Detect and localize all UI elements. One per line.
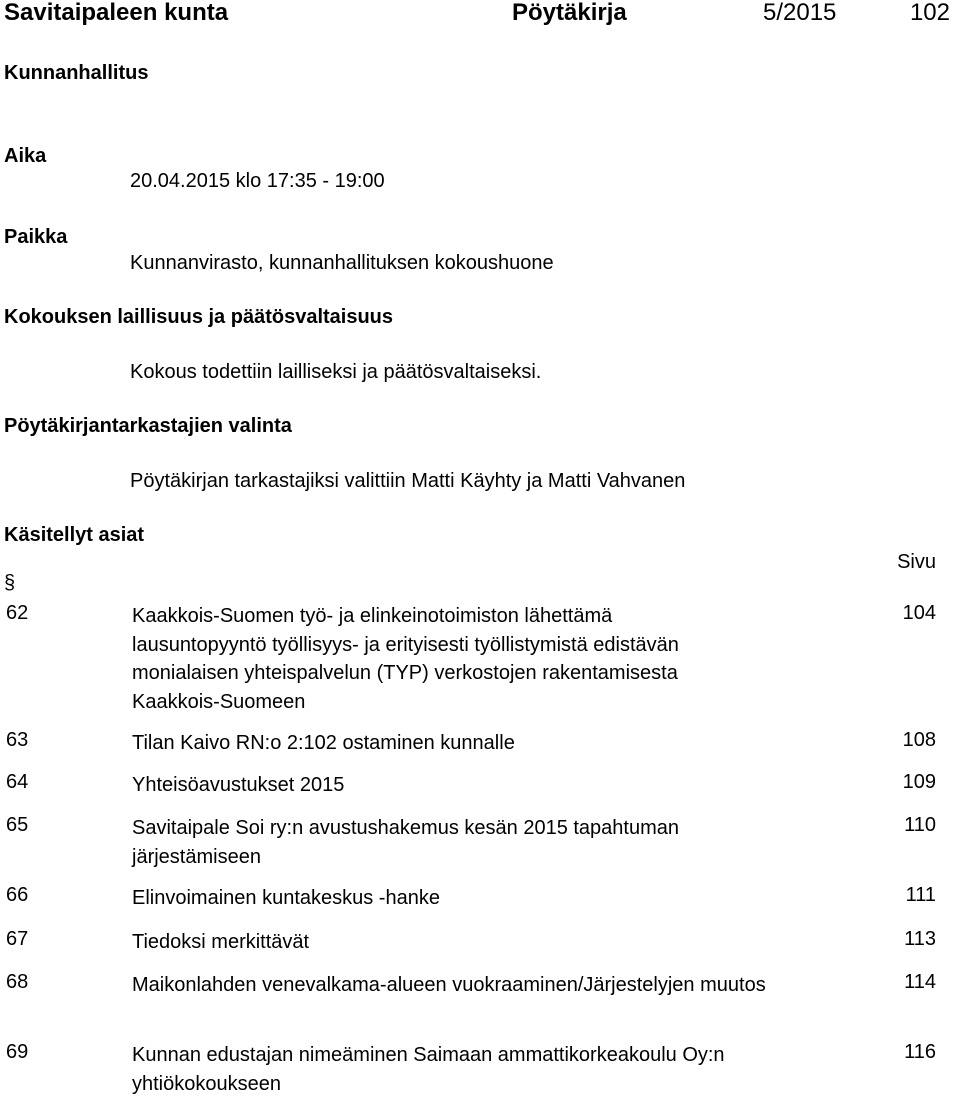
page-number: 102 xyxy=(909,0,950,26)
item-page: 114 xyxy=(904,971,936,993)
item-title: Elinvoimainen kuntakeskus -hanke xyxy=(132,887,440,909)
item-number: 66 xyxy=(6,884,29,906)
item-number: 62 xyxy=(6,602,29,624)
item-page: 110 xyxy=(904,814,936,836)
item-title: Kaakkois-Suomen työ- ja elinkeinotoimiston lähettämä lausuntopyyntö työllisyys- ja erityisesti työllistymistä edistävän monialaisen yhteispalvelun (TYP) verkostojen rakentamisesta Kaakkois-Suomeen xyxy=(132,605,679,713)
item-page: 104 xyxy=(902,602,936,624)
place-value: Kunnanvirasto, kunnanhallituksen kokoushuone xyxy=(130,252,554,274)
time-label: Aika xyxy=(4,145,47,167)
item-title: Tilan Kaivo RN:o 2:102 ostaminen kunnalle xyxy=(132,732,515,754)
item-number: 65 xyxy=(6,814,29,836)
issue-number: 5/2015 xyxy=(763,0,837,26)
item-title: Maikonlahden venevalkama-alueen vuokraaminen/Järjestelyjen muutos xyxy=(132,974,766,996)
item-page: 108 xyxy=(902,729,936,751)
item-number: 67 xyxy=(6,928,29,950)
item-title: Tiedoksi merkittävät xyxy=(132,931,310,953)
reviewers-value: Pöytäkirjan tarkastajiksi valittiin Matti Käyhty ja Matti Vahvanen xyxy=(130,470,686,492)
item-number: 64 xyxy=(6,771,29,793)
agenda-heading: Käsitellyt asiat xyxy=(4,524,145,546)
legality-value: Kokous todettiin lailliseksi ja päätösvaltaiseksi. xyxy=(130,361,542,383)
time-value: 20.04.2015 klo 17:35 - 19:00 xyxy=(130,170,385,192)
item-number: 63 xyxy=(6,729,29,751)
item-title: Kunnan edustajan nimeäminen Saimaan ammattikorkeakoulu Oy:n yhtiökokoukseen xyxy=(132,1044,725,1095)
item-page: 111 xyxy=(905,884,936,906)
item-page: 116 xyxy=(904,1041,936,1063)
document-type: Pöytäkirja xyxy=(512,0,627,26)
governing-body: Kunnanhallitus xyxy=(4,62,149,84)
section-symbol: § xyxy=(4,572,16,594)
place-label: Paikka xyxy=(4,226,68,248)
item-title: Savitaipale Soi ry:n avustushakemus kesän 2015 tapahtuman järjestämiseen xyxy=(132,817,680,868)
item-number: 69 xyxy=(6,1041,29,1063)
item-page: 113 xyxy=(904,928,936,950)
municipality-name: Savitaipaleen kunta xyxy=(4,0,229,26)
item-page: 109 xyxy=(902,771,936,793)
reviewers-label: Pöytäkirjantarkastajien valinta xyxy=(4,415,292,437)
legality-label: Kokouksen laillisuus ja päätösvaltaisuus xyxy=(4,306,394,328)
page-column-header: Sivu xyxy=(897,551,936,573)
item-number: 68 xyxy=(6,971,29,993)
item-title: Yhteisöavustukset 2015 xyxy=(132,774,345,796)
